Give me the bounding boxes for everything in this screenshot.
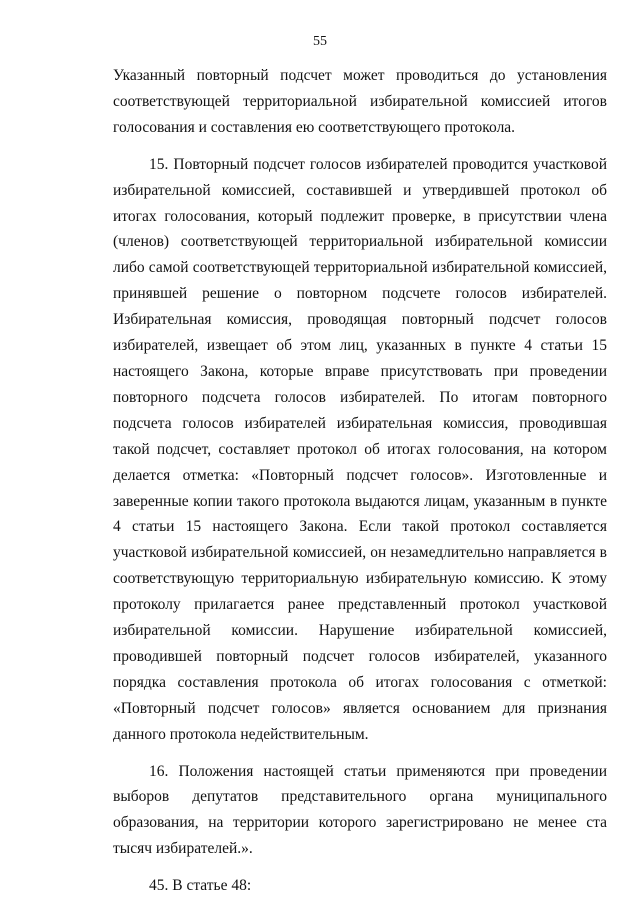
paragraph-clause-16: 16. Положения настоящей статьи применяются при проведении выборов депутатов представительного органа муниципального образования, на территории которого зарегистрировано не менее ста тысяч избирателей.». — [113, 762, 607, 858]
paragraph-recount-timing: Указанный повторный подсчет может проводиться до установления соответствующей территориальной избирательной комиссией итогов голосования и составления ею соответствующего протокола. — [113, 67, 607, 136]
document-body — [113, 63, 607, 899]
paragraph-item-45: 45. В статье 48: — [149, 877, 252, 895]
page-number: 55 — [313, 34, 327, 49]
paragraph-clause-15: 15. Повторный подсчет голосов избирателей проводится участковой избирательной комиссией, составившей и утвердившей протокол об итогах голосования, который подлежит проверке, в присутствии члена (членов) соответствующей территориальной избирательной комиссии либо самой соответствующей территориальной избирательной комиссией, принявшей решение о повторном подсчете голосов избирателей. Избирательная комиссия, проводящая повторный подсчет голосов избирателей, извещает об этом лиц, указанных в пункте 4 статьи 15 настоящего Закона, которые вправе присутствовать при проведении повторного подсчета голосов избирателей. По итогам повторного подсчета голосов избирателей избирательная комиссия, проводившая такой подсчет, составляет протокол об итогах голосования, на котором делается отметка: «Повторный подсчет голосов». Изготовленные и заверенные копии такого протокола выдаются лицам, указанным в пункте 4 статьи 15 настоящего Закона. Если такой протокол составляется участковой избирательной комиссией, он незамедлительно направляется в соответствующую территориальную избирательную комиссию. К этому протоколу прилагается ранее представленный протокол участковой избирательной комиссии. Нарушение избирательной комиссией, проводившей повторный подсчет голосов избирателей, указанного порядка составления протокола об итогах голосования с отметкой: «Повторный подсчет голосов» является основанием для признания данного протокола недействительным. — [113, 155, 607, 743]
